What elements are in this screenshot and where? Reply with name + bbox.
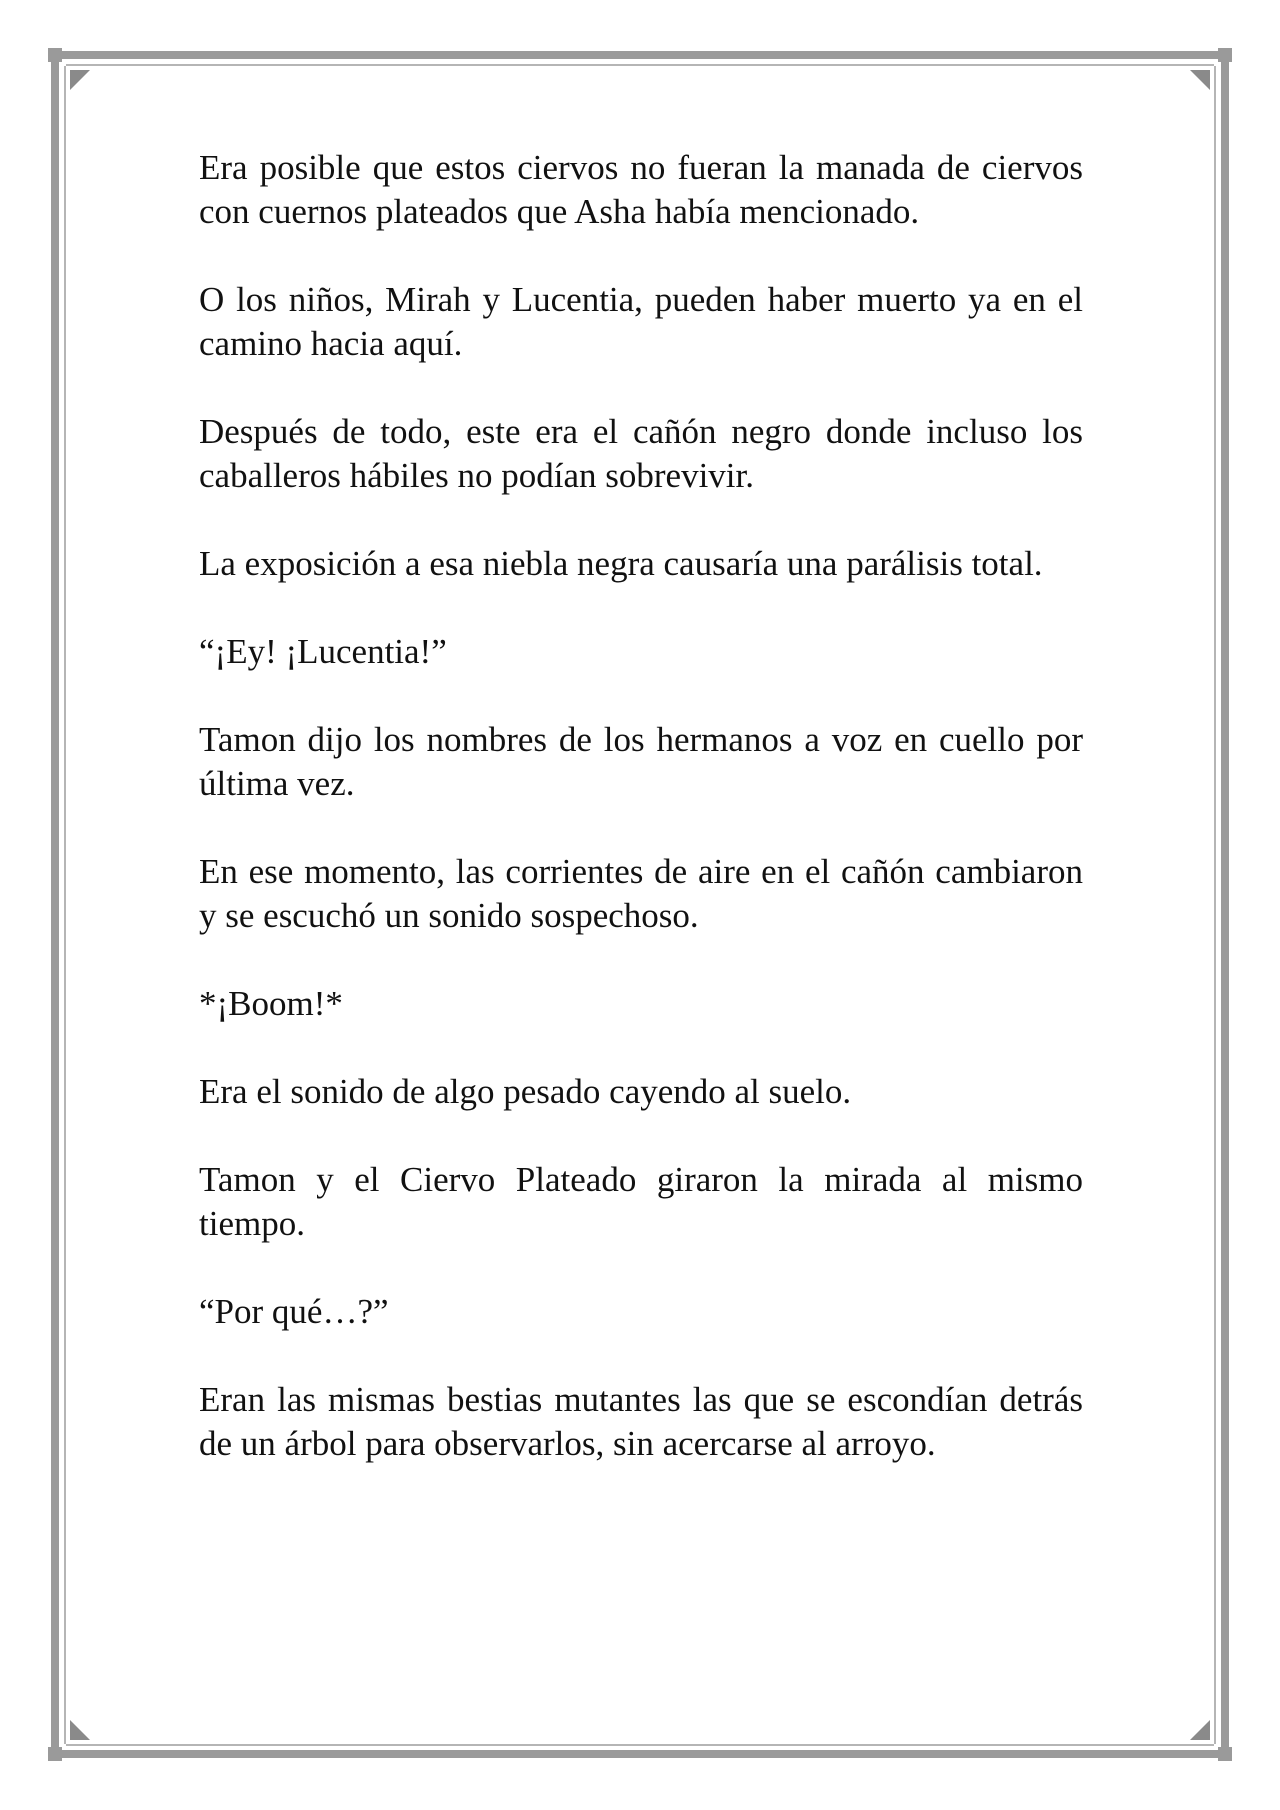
corner-triangle-top-right: [1190, 70, 1210, 90]
paragraph: Tamon dijo los nombres de los hermanos a voz en cuello por última vez.: [199, 720, 1083, 803]
paragraph: Después de todo, este era el cañón negro donde incluso los caballeros hábiles no podían sobrevivir.: [199, 412, 1083, 495]
dialogue-line: “Por qué…?”: [199, 1292, 389, 1331]
page-text-body: [199, 146, 1083, 1466]
corner-triangle-bottom-left: [70, 1720, 90, 1740]
corner-triangle-top-left: [70, 70, 90, 90]
paragraph: Eran las mismas bestias mutantes las que se escondían detrás de un árbol para observarlos, sin acercarse al arroyo.: [199, 1380, 1083, 1463]
corner-triangle-bottom-right: [1190, 1720, 1210, 1740]
corner-ornament-bottom-right: [1218, 1747, 1232, 1761]
border-left-line: [51, 58, 59, 1752]
corner-ornament-bottom-left: [48, 1747, 62, 1761]
border-inner-top-line: [66, 64, 1214, 66]
border-inner-right-line: [1214, 66, 1216, 1744]
paragraph: En ese momento, las corrientes de aire en el cañón cambiaron y se escuchó un sonido sospechoso.: [199, 852, 1083, 935]
border-inner-left-line: [64, 66, 66, 1744]
corner-ornament-top-left: [48, 48, 62, 62]
sound-effect: *¡Boom!*: [199, 984, 343, 1023]
border-bottom-line: [58, 1750, 1222, 1758]
paragraph: Era el sonido de algo pesado cayendo al suelo.: [199, 1072, 852, 1111]
border-right-line: [1221, 58, 1229, 1752]
paragraph: Tamon y el Ciervo Plateado giraron la mirada al mismo tiempo.: [199, 1160, 1083, 1243]
paragraph: La exposición a esa niebla negra causaría una parálisis total.: [199, 544, 1043, 583]
corner-ornament-top-right: [1218, 48, 1232, 62]
border-inner-bottom-line: [66, 1744, 1214, 1746]
border-top-line: [58, 51, 1222, 59]
paragraph: Era posible que estos ciervos no fueran la manada de ciervos con cuernos plateados que Asha había mencionado.: [199, 148, 1083, 231]
dialogue-line: “¡Ey! ¡Lucentia!”: [199, 632, 447, 671]
paragraph: O los niños, Mirah y Lucentia, pueden haber muerto ya en el camino hacia aquí.: [199, 280, 1083, 363]
